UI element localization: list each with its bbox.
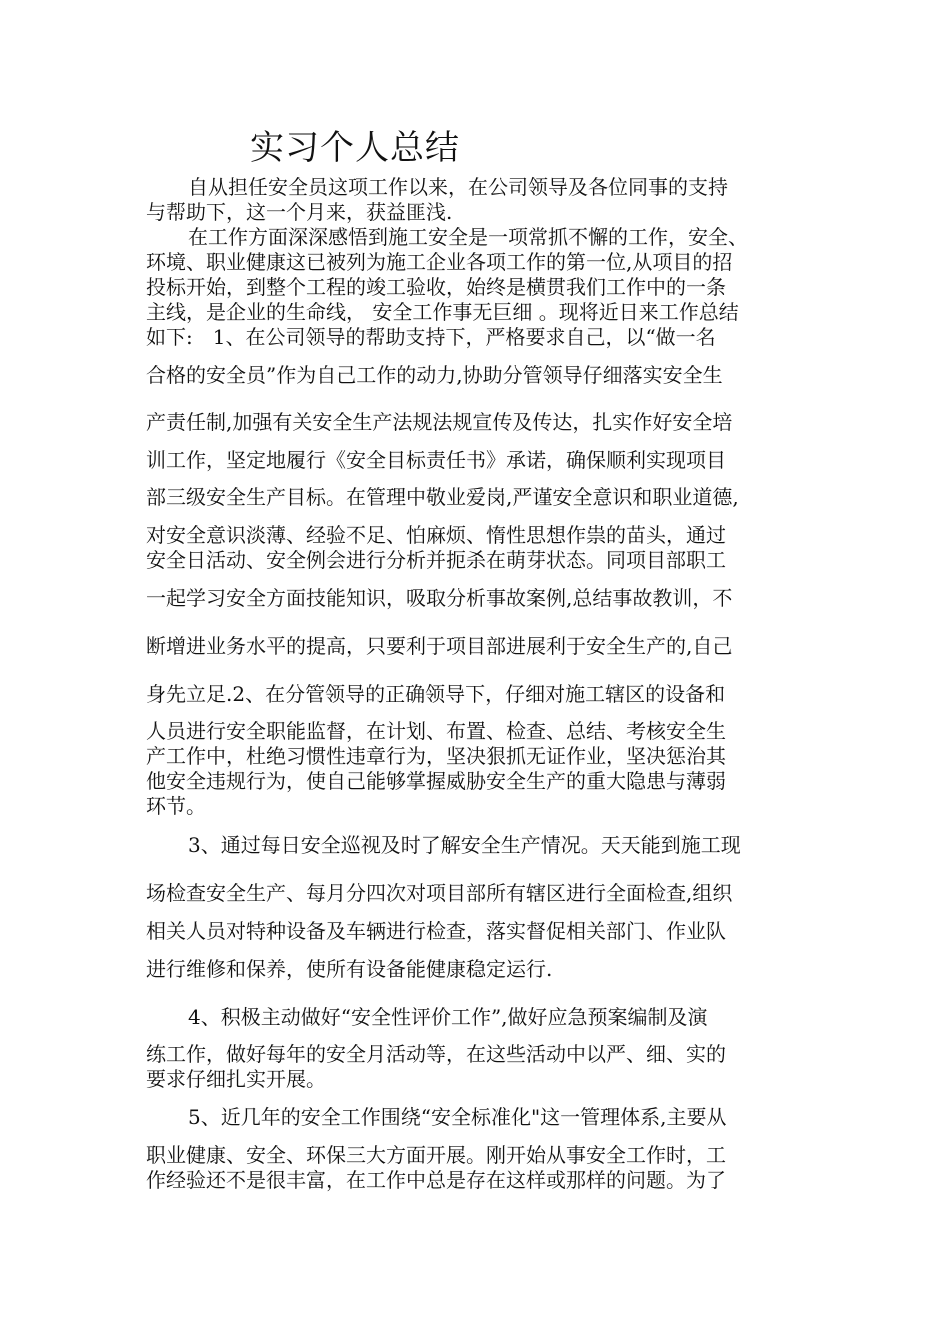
text-line: 训工作，坚定地履行《安全目标责任书》承诺，确保顺利实现项目 — [146, 448, 726, 472]
text-line: 作经验还不是很丰富，在工作中总是存在这样或那样的问题。为了 — [146, 1168, 726, 1192]
text-line: 如下: 1、在公司领导的帮助支持下，严格要求自己，以“做一名 — [146, 325, 716, 349]
text-line: 合格的安全员”作为自己工作的动力,协助分管领导仔细落实安全生 — [146, 363, 723, 387]
text-line: 场检查安全生产、每月分四次对项目部所有辖区进行全面检查,组织 — [146, 881, 733, 905]
text-line: 投标开始，到整个工程的竣工验收，始终是横贯我们工作中的一条 — [146, 275, 726, 299]
document-title: 实习个人总结 — [250, 128, 460, 168]
text-line: 产责任制,加强有关安全生产法规法规宣传及传达，扎实作好安全培 — [146, 410, 733, 434]
text-line: 部三级安全生产目标。在管理中敬业爱岗,严谨安全意识和职业道德, — [146, 485, 739, 509]
text-line: 要求仔细扎实开展。 — [146, 1067, 326, 1091]
text-line: 与帮助下，这一个月来，获益匪浅. — [146, 200, 453, 224]
text-line: 主线，是企业的生命线， 安全工作事无巨细 。现将近日来工作总结 — [146, 300, 739, 324]
text-line: 断增进业务水平的提高，只要利于项目部进展利于安全生产的,自己 — [146, 634, 733, 658]
text-line: 安全日活动、安全例会进行分析并扼杀在萌芽状态。同项目部职工 — [146, 548, 726, 572]
text-line: 进行维修和保养，使所有设备能健康稳定运行. — [146, 957, 553, 981]
text-line: 5、近几年的安全工作围绕“安全标准化"这一管理体系,主要从 — [188, 1105, 727, 1129]
text-line: 一起学习安全方面技能知识，吸取分析事故案例,总结事故教训，不 — [146, 586, 733, 610]
text-line: 环境、职业健康这已被列为施工企业各项工作的第一位,从项目的招 — [146, 250, 733, 274]
text-line: 练工作，做好每年的安全月活动等，在这些活动中以严、细、实的 — [146, 1042, 726, 1066]
text-line: 人员进行安全职能监督，在计划、布置、检查、总结、考核安全生 — [146, 719, 726, 743]
text-line: 身先立足.2、在分管领导的正确领导下，仔细对施工辖区的设备和 — [146, 682, 726, 706]
text-line: 职业健康、安全、环保三大方面开展。刚开始从事安全工作时，工 — [146, 1143, 726, 1167]
text-line: 在工作方面深深感悟到施工安全是一项常抓不懈的工作，安全、 — [188, 225, 748, 249]
text-line: 3、通过每日安全巡视及时了解安全生产情况。天天能到施工现 — [188, 833, 741, 857]
text-line: 对安全意识淡薄、经验不足、怕麻烦、惰性思想作祟的苗头，通过 — [146, 523, 726, 547]
text-line: 产工作中，杜绝习惯性违章行为，坚决狠抓无证作业，坚决惩治其 — [146, 744, 726, 768]
text-line: 他安全违规行为，使自己能够掌握威胁安全生产的重大隐患与薄弱 — [146, 769, 726, 793]
text-line: 4、积极主动做好“安全性评价工作”,做好应急预案编制及演 — [188, 1005, 708, 1029]
text-line: 环节。 — [146, 794, 206, 818]
text-line: 自从担任安全员这项工作以来，在公司领导及各位同事的支持 — [188, 175, 728, 199]
text-line: 相关人员对特种设备及车辆进行检查，落实督促相关部门、作业队 — [146, 919, 726, 943]
